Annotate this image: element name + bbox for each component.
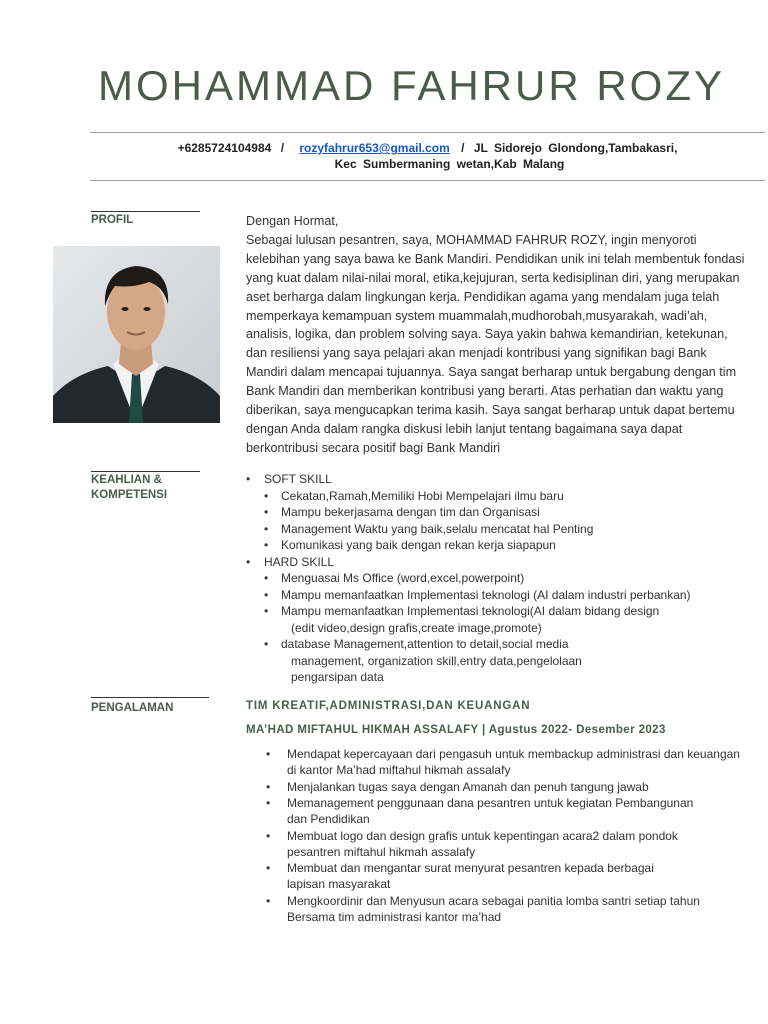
profile-body: Sebagai lulusan pesantren, saya, MOHAMMAD FAHRUR ROZY, ingin menyoroti kelebihan yang saya bawa ke Bank Mandiri. Pendidikan unik ini telah membentuk fondasi yang kuat dalam nilai-nilai moral, etika,kejujuran, serta kedisiplinan diri, yang merupakan aset berharga dalam lingkungan kerja. Pendidikan agama yang mendalam juga telah memperkaya kemampuan system muammalah,mudhorobah,musyarakah, wadi’ah, analisis, logika, dan problem solving saya. Saya yakin bahwa kemandirian, ketekunan, dan resiliensi yang saya pelajari akan menjadi kontribusi yang signifikan bagi Bank Mandiri dalam mencapai tujuannya. Saya sangat berharap untuk bergabung dengan tim Bank Mandiri dan memberikan kontribusi yang berarti. Atas perhatian dan waktu yang diberikan, saya mengucapkan terima kasih. Saya sangat berharap untuk dapat bertemu dengan Anda dalam rangka diskusi lebih lanjut tentang bagaimana saya dapat berkontribusi secara positif bagi Bank Mandiri — [246, 232, 745, 455]
experience-title: TIM KREATIF,ADMINISTRASI,DAN KEUANGAN — [246, 700, 531, 712]
list-item-line: Bersama tim administrasi kantor ma’had — [287, 909, 502, 924]
list-item — [266, 893, 746, 925]
list-item-line: dan Pendidikan — [287, 812, 370, 826]
section-label-line: KOMPETENSI — [91, 489, 168, 501]
list-item — [266, 779, 746, 795]
section-rule-pengalaman — [91, 697, 209, 698]
section-label-line: KEAHLIAN & — [91, 474, 162, 486]
list-item-continuation: management, organization skill,entry data,pengelolaan — [291, 653, 582, 668]
phone-number: +6285724104984 — [177, 141, 272, 155]
hard-skill-heading: • HARD SKILL — [246, 554, 756, 571]
list-item: • database Management,attention to detail,social media — [246, 636, 756, 653]
list-item: • Mampu memanfaatkan Implementasi teknologi(AI dalam bidang design — [246, 603, 756, 620]
list-item: • Cekatan,Ramah,Memiliki Hobi Mempelajari ilmu baru — [246, 488, 756, 505]
section-rule-profil — [91, 211, 200, 212]
list-item-line: • Memanagement penggunaan dana pesantren untuk kegiatan Pembangunan — [287, 796, 694, 810]
profile-text — [246, 212, 746, 458]
list-item-line: • Mengkoordinir dan Menyusun acara sebagai panitia lomba santri setiap tahun — [287, 893, 700, 908]
list-item-line: di kantor Ma’had miftahul hikmah assalafy — [287, 763, 511, 777]
candidate-name: MOHAMMAD FAHRUR ROZY — [98, 62, 725, 109]
section-label-pengalaman: PENGALAMAN — [91, 702, 174, 714]
address-line-2: Kec Sumbermaning wetan,Kab Malang — [334, 157, 565, 171]
list-item: • Mampu memanfaatkan Implementasi teknologi (AI dalam industri perbankan) — [246, 587, 756, 604]
soft-skill-heading: • SOFT SKILL — [246, 471, 756, 488]
contact-line-1 — [90, 140, 765, 156]
list-item-line: lapisan masyarakat — [287, 877, 391, 891]
separator: / — [280, 141, 285, 155]
list-item: • Menguasai Ms Office (word,excel,powerpoint) — [246, 570, 756, 587]
email-link[interactable]: rozyfahrur653@gmail.com — [299, 141, 450, 155]
list-item — [266, 828, 746, 860]
list-item — [266, 860, 746, 892]
section-label-profil: PROFIL — [91, 214, 134, 226]
list-item: • Mampu bekerjasama dengan tim dan Organisasi — [246, 504, 756, 521]
list-item-continuation: (edit video,design grafis,create image,promote) — [291, 620, 542, 635]
experience-list — [266, 746, 746, 925]
list-item — [266, 795, 746, 827]
list-item — [266, 746, 746, 778]
header-bottom-rule — [90, 180, 765, 181]
list-item-line: • Membuat dan mengantar surat menyurat pesantren kepada berbagai — [287, 861, 654, 875]
list-item-continuation: pengarsipan data — [291, 670, 384, 684]
list-item-line: • Menjalankan tugas saya dengan Amanah dan penuh tangung jawab — [287, 779, 649, 794]
list-item-line: • Membuat logo dan design grafis untuk kepentingan acara2 dalam pondok — [287, 828, 678, 843]
list-item: • Management Waktu yang baik,selalu mencatat hal Penting — [246, 521, 756, 538]
separator: / — [461, 141, 465, 155]
contact-block — [90, 140, 765, 172]
section-label-keahlian — [91, 473, 167, 503]
list-item-line: pesantren miftahul hikmah assalafy — [287, 844, 476, 859]
experience-organization: MA’HAD MIFTAHUL HIKMAH ASSALAFY | Agustus 2022- Desember 2023 — [246, 724, 666, 736]
skills-list — [246, 471, 756, 686]
profile-photo — [53, 246, 220, 423]
header-top-rule — [90, 132, 765, 133]
address-line-1: JL Sidorejo Glondong,Tambakasri, — [473, 141, 678, 155]
list-item-line: • Mendapat kepercayaan dari pengasuh untuk membackup administrasi dan keuangan — [287, 747, 740, 761]
section-rule-keahlian — [91, 471, 200, 472]
profile-greeting: Dengan Hormat, — [246, 214, 339, 228]
list-item: • Komunikasi yang baik dengan rekan kerja siapapun — [246, 537, 756, 554]
